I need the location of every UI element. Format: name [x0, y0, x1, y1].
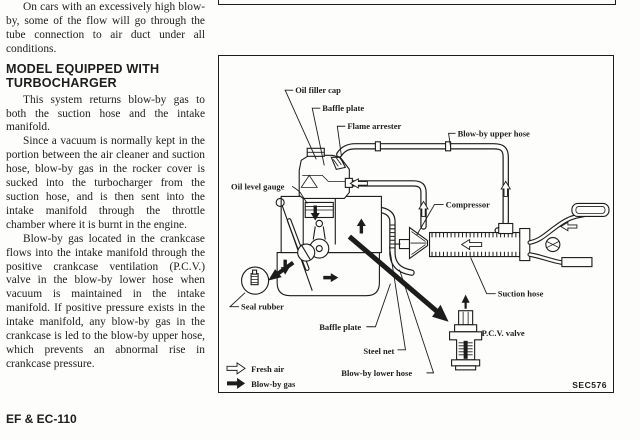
- label-suction-hose: Suction hose: [497, 288, 544, 299]
- air-duct-drawing: [520, 203, 609, 266]
- compressor-drawing: [394, 228, 427, 259]
- air-duct-connector: [572, 203, 609, 216]
- page-number: EF & EC-110: [6, 412, 77, 426]
- section-heading: MODEL EQUIPPED WITH TURBOCHARGER: [6, 61, 160, 91]
- label-baffle-plate-top: Baffle plate: [322, 103, 365, 114]
- body-text-column: [6, 1, 205, 372]
- suction-hose-drawing: [430, 223, 522, 256]
- label-blow-by-upper-hose: Blow-by upper hose: [457, 128, 530, 139]
- label-baffle-plate-bottom: Baffle plate: [319, 321, 362, 332]
- hose-clamp: [375, 142, 380, 151]
- figure-code: SEC576: [572, 379, 607, 390]
- fresh-air-legend-icon: [227, 363, 245, 374]
- pcv-valve-drawing: [450, 295, 482, 370]
- legend-blow-by-gas-label: Blow-by gas: [251, 378, 296, 389]
- legend-fresh-air-label: Fresh air: [251, 363, 285, 374]
- paragraph: This system returns blow-by gas to both the suction hose and the intake manifold.: [6, 93, 205, 134]
- pcv-system-diagram: [219, 56, 613, 392]
- label-steel-net: Steel net: [363, 345, 395, 356]
- paragraph: Since a vacuum is normally kept in the portion between the air cleaner and suction hose, blow-by gas in the rocker cover is sucked into the turbocharger from the suction hose, and is then sent into the intake manifold through the throttle chamber where it is burnt in the engine.: [6, 135, 205, 231]
- label-flame-arrester: Flame arrester: [347, 121, 402, 132]
- paragraph: Blow-by gas located in the crankcase flows into the intake manifold through the positive crankcase ventilation (P.C.V.) valve in the blow-by lower hose when vacuum is maintained in the intake manifold. If positive pressure exists in the intake manifold, any blow-by gas in the crankcase is led to the blow-by upper hose, which prevents an abnormal rise in crankcase pressure.: [6, 232, 205, 370]
- hose-junction: [499, 223, 513, 233]
- figure-box: [218, 55, 614, 393]
- legend: [227, 363, 296, 389]
- label-oil-level-gauge: Oil level gauge: [231, 181, 285, 192]
- paragraph-intro: On cars with an excessively high blow-by, some of the flow will go through the tube connection to air duct under all conditions.: [6, 1, 205, 55]
- oil-pan: [277, 253, 379, 296]
- label-blow-by-lower-hose: Blow-by lower hose: [341, 367, 413, 378]
- engine-drawing: [276, 148, 381, 295]
- label-compressor: Compressor: [445, 199, 490, 210]
- previous-figure-frame: [218, 0, 616, 5]
- label-oil-filler-cap: Oil filler cap: [295, 85, 341, 96]
- blow-by-gas-legend-icon: [227, 378, 245, 389]
- duct-flange: [562, 258, 592, 267]
- label-seal-rubber: Seal rubber: [241, 301, 284, 312]
- label-pcv-valve: P.C.V. valve: [481, 327, 525, 338]
